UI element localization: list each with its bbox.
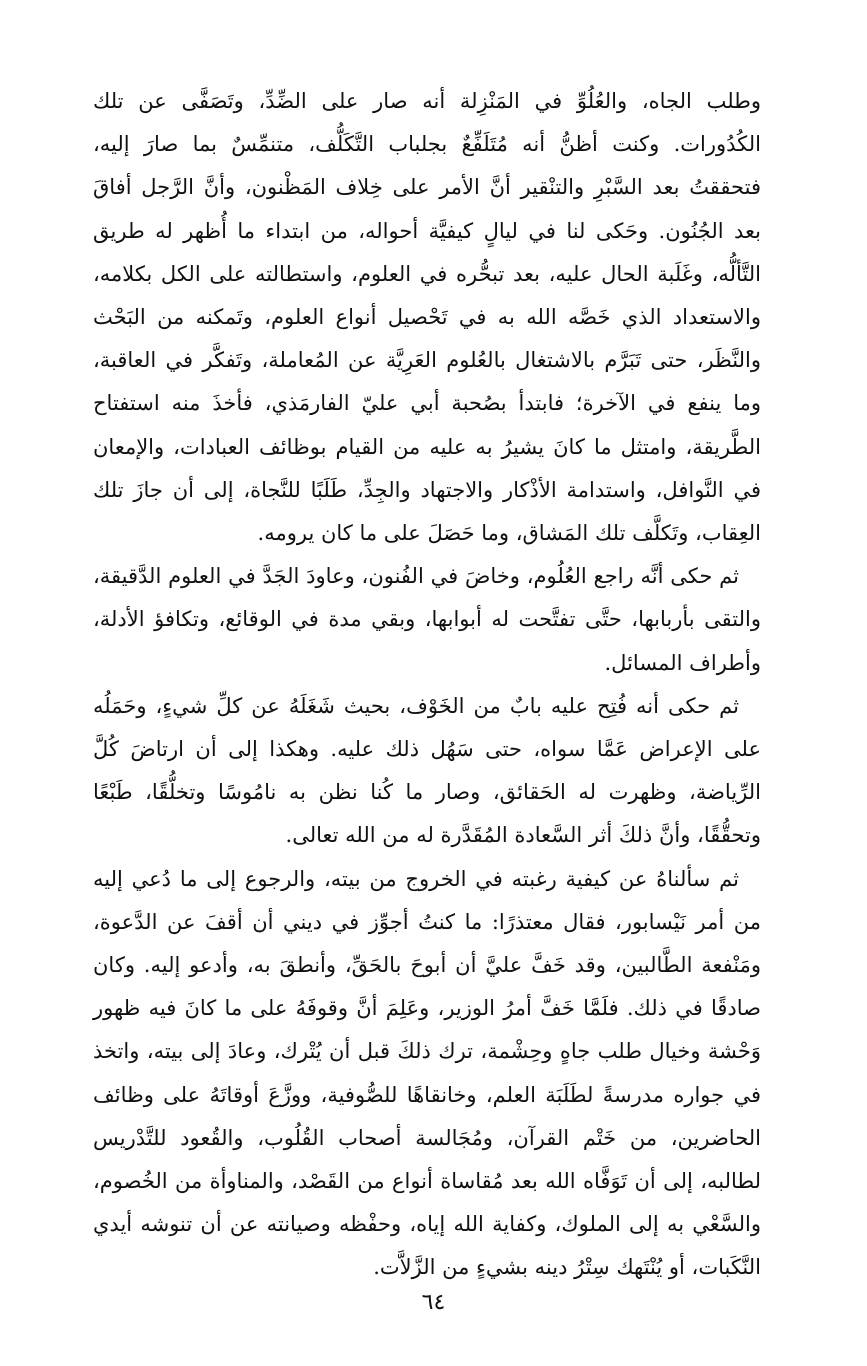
paragraph-2: ثم حكى أنَّه راجع العُلُوم، وخاضَ في الفُنون، وعاودَ الجَدَّ في العلوم الدَّقيقة، والتقى بأربابها، حتَّى تفتَّحت له أبوابها، وبقي مدة في الوقائع، وتكافؤ الأدلة، وأطراف المسائل. [93,564,761,675]
paragraph-3: ثم حكى أنه فُتِح عليه بابٌ من الخَوْف، بحيث شَغَلَهُ عن كلِّ شيءٍ، وحَمَلُه على الإعراض عَمَّا سواه، حتى سَهُل ذلك عليه. وهكذا إلى أن ارتاضَ كُلَّ الرِّياضة، وظهرت له الحَقائق، وصار ما كُنا نظن به نامُوسًا وتخلُّقًا، طَبْعًا وتحقُّقًا، وأنَّ ذلكَ أثر السَّعادة المُقَدَّرة له من الله تعالى. [93,693,761,848]
page-number: ٦٤ [421,1290,446,1315]
body-text [93,80,761,1290]
paragraph-1: وطلب الجاه، والعُلُوِّ في المَنْزِلة أنه صار على الضِّدِّ، وتَصَفَّى عن تلك الكُدُورات. وكنت أظنُّ أنه مُتَلَفِّعٌ بجلباب التَّكَلُّف، متنمِّسٌ بما صارَ إليه، فتحققتُ بعد السَّبْرِ والتنْقير أنَّ الأمر على خِلاف المَظْنون، وأنَّ الرَّجل أفاقَ بعد الجُنُون. وحَكى لنا في ليالٍ كيفيَّة أحواله، من ابتداء ما أُظهر له طريق التَّألُّه، وغَلَبة الحال عليه، بعد تبحُّره في العلوم، واستطالته على الكل بكلامه، والاستعداد الذي خَصَّه الله به في تَحْصيل أنواع العلوم، وتَمكنه من البَحْث والنَّظَر، حتى تَبَرَّم بالاشتغال بالعُلوم العَرِيَّة عن المُعاملة، وتَفكَّر في العاقبة، وما ينفع في الآخرة؛ فابتدأ بصُحبة أبي عليّ الفارمَذي، فأخذَ منه استفتاح الطَّريقة، وامتثل ما كانَ يشيرُ به عليه من القيام بوظائف العبادات، والإمعان في النَّوافل، واستدامة الأذْكار والاجتهاد والجِدِّ، طَلَبًا للنَّجاة، إلى أن جازَ تلك العِقاب، وتَكلَّف تلك المَشاق، وما حَصَلَ على ما كان يرومه. [93,89,761,546]
paragraph-4: ثم سألناهُ عن كيفية رغبته في الخروج من بيته، والرجوع إلى ما دُعي إليه من أمر نَيْسابور، فقال معتذرًا: ما كنتُ أجوِّز في ديني أن أقفَ عن الدَّعوة، ومَنْفعة الطَّالبين، وقد خَفَّ عليَّ أن أبوحَ بالحَقِّ، وأنطقَ به، وأدعو إليه. وكان صادقًا في ذلك. فلَمَّا خَفَّ أمرُ الوزير، وعَلِمَ أنَّ وقوفَهُ على ما كانَ فيه ظهور وَحْشة وخيال طلب جاهٍ وحِشْمة، ترك ذلكَ قبل أن يُتْرك، وعادَ إلى بيته، واتخذ في جواره مدرسةً لطَلَبَة العلم، وخانقاهًا للصُّوفية، ووزَّعَ أوقاتَهُ على وظائف الحاضرين، من خَتْم القرآن، ومُجَالسة أصحاب القُلُوب، والقُعود للتَّدْريس لطالبه، إلى أن تَوَفَّاه الله بعد مُقاساة أنواع من القَصْد، والمناوأة من الخُصوم، والسَّعْي به إلى الملوك، وكفاية الله إياه، وحفْظه وصيانته عن أن تنوشه أيدي النَّكَبات، أو يُنْتَهك سِتْرُ دينه بشيءٍ من الزَّلاَّت. [93,866,761,1280]
